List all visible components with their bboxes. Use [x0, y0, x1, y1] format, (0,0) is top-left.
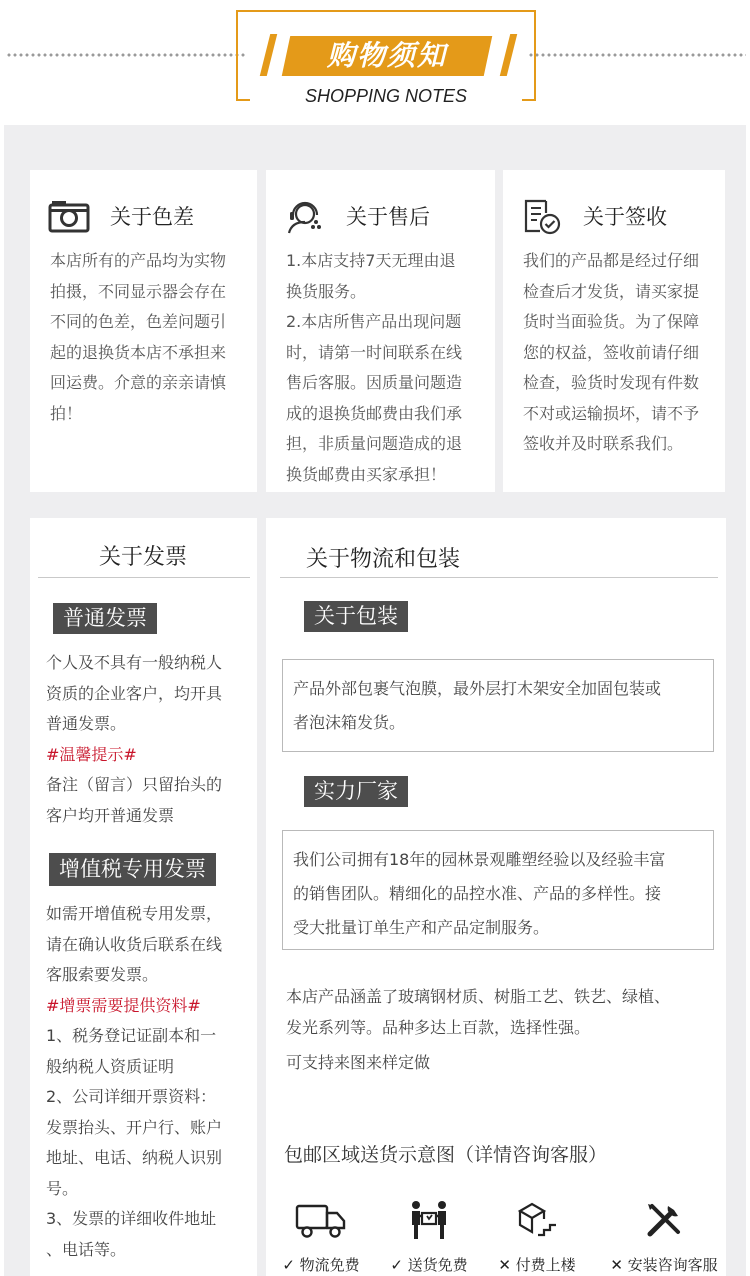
vat-invoice-text: 如需开增值税专用发票， 请在确认收货后联系在线 客服索要发票。 #增票需要提供资料# 1、税务登记证副本和一 般纳税人资质证明 2、公司详细开票资料： 发票抬头、开户行、账户 地址、电话、纳税人识别 号。 3、发票的详细收件地址 、电话等。 [46, 899, 246, 1265]
card-text: 本店所有的产品均为实物 拍摄，不同显示器会存在 不同的色差，色差问题引 起的退换货本店不承担来 回运费。介意的亲亲请慎 拍！ [50, 251, 227, 423]
page-title: 购物须知 [326, 39, 447, 72]
service-item [266, 1198, 376, 1275]
cross-icon: ✕ [610, 1256, 623, 1274]
card-color-difference [30, 170, 257, 492]
card-signing [503, 170, 725, 492]
card-logistics [266, 518, 726, 1276]
dotted-divider-right [528, 53, 746, 57]
check-icon: ✓ [282, 1256, 295, 1274]
card-text: 1.本店支持7天无理由退 换货服务。 2.本店所售产品出现问题 时，请第一时间联系在线 售后客服。因质量问题造 成的退换货邮费由我们承 担，非质量问题造成的退 换货邮费由买家承担！ [286, 251, 463, 484]
normal-invoice-text: 个人及不具有一般纳税人 资质的企业客户，均开具 普通发票。 #温馨提示# 备注（留言）只留抬头的 客户均开普通发票 [46, 648, 246, 831]
cross-icon: ✕ [498, 1256, 511, 1274]
service-label: 物流免费 [299, 1256, 360, 1274]
service-label: 付费上楼 [515, 1256, 576, 1274]
dotted-divider-left [6, 53, 246, 57]
service-item [482, 1198, 592, 1275]
product-range-text: 本店产品涵盖了玻璃钢材质、树脂工艺、铁艺、绿植、 发光系列等。品种多达上百款，选择性强。 可支持来图来样定做 [286, 987, 671, 1072]
customer-service-icon [284, 198, 326, 234]
truck-icon [266, 1198, 376, 1242]
divider [38, 577, 250, 578]
card-title: 关于物流和包装 [306, 547, 461, 572]
service-label: 送货免费 [407, 1256, 468, 1274]
card-title: 关于发票 [98, 545, 187, 570]
vat-requirements-label: #增票需要提供资料# [46, 995, 201, 1015]
service-item [374, 1198, 484, 1275]
camera-icon [48, 198, 90, 234]
service-label: 安装咨询客服 [627, 1256, 718, 1274]
page-subtitle [236, 86, 536, 107]
vat-invoice-tag: 增值税专用发票 [49, 853, 216, 886]
page-subtitle-text: SHOPPING NOTES [297, 86, 475, 106]
delivery-person-icon [374, 1198, 484, 1242]
packing-tag: 关于包装 [304, 601, 408, 632]
normal-invoice-tag: 普通发票 [53, 603, 157, 634]
divider [280, 577, 718, 578]
check-icon: ✓ [390, 1256, 403, 1274]
packing-box: 产品外部包裹气泡膜，最外层打木架安全加固包装或 者泡沫箱发货。 [282, 659, 714, 752]
delivery-map-title: 包邮区域送货示意图（详情咨询客服） [284, 1144, 608, 1166]
factory-tag: 实力厂家 [304, 776, 408, 807]
package-upstairs-icon [482, 1198, 592, 1242]
document-check-icon [521, 198, 563, 234]
card-title: 关于色差 [110, 205, 194, 229]
card-text: 我们的产品都是经过仔细 检查后才发货，请买家提 货时当面验货。为了保障 您的权益，签收前请仔细 检查，验货时发现有件数 不对或运输损坏，请不予 签收并及时联系我们。 [523, 251, 700, 453]
service-item [604, 1198, 724, 1275]
tip-label: #温馨提示# [46, 744, 137, 764]
card-title: 关于售后 [346, 205, 430, 229]
tools-icon [604, 1198, 724, 1242]
card-invoice [30, 518, 257, 1276]
factory-box: 我们公司拥有18年的园林景观雕塑经验以及经验丰富 的销售团队。精细化的品控水准、产品的多样性。接 受大批量订单生产和产品定制服务。 [282, 830, 714, 950]
card-after-sales [266, 170, 495, 492]
card-title: 关于签收 [583, 205, 667, 229]
page-header [0, 0, 750, 125]
